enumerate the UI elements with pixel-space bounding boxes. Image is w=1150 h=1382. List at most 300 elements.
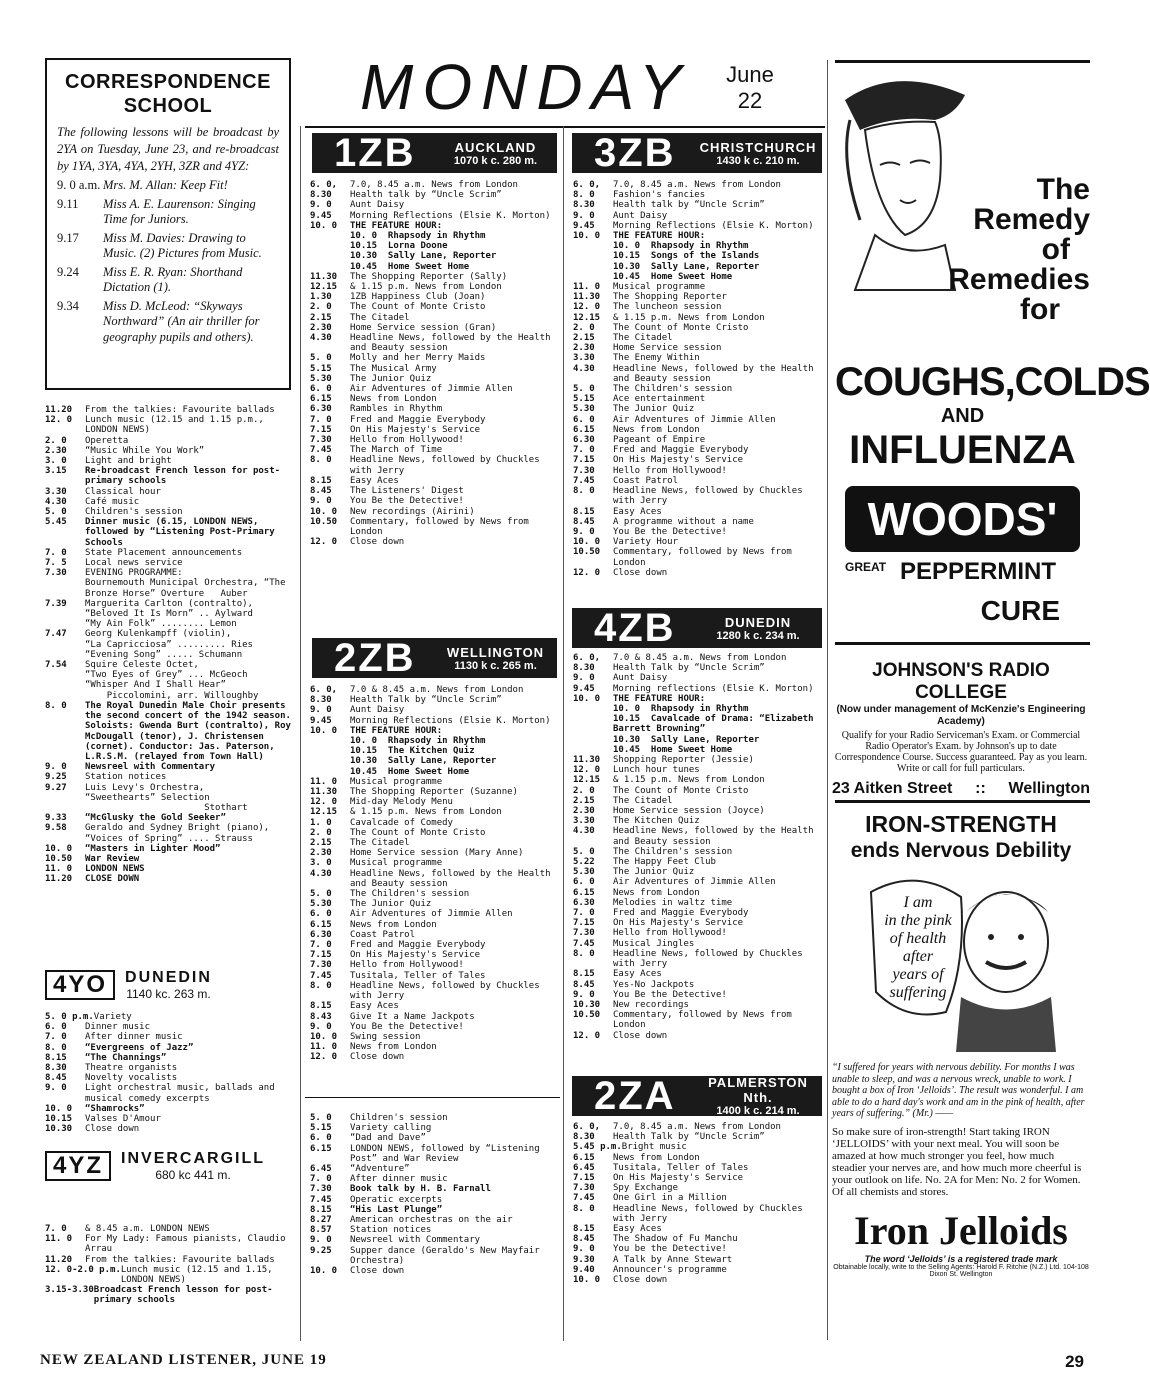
entry-description: Hello from Hollywood!: [613, 928, 727, 939]
entry-description: The Shadow of Fu Manchu: [613, 1234, 738, 1245]
schedule-entry: [310, 940, 558, 950]
entry-description: Operatic excerpts: [350, 1194, 443, 1205]
entry-description: Headline News, followed by Chuckles with Jerry: [350, 455, 546, 476]
entry-time: 7.30: [45, 568, 67, 579]
johnsons-radio-college-ad: [832, 660, 1090, 798]
entry-description: Morning Reflections (Elsie K. Morton): [613, 220, 814, 231]
schedule-entry: [573, 1000, 823, 1010]
schedule-entry: [573, 1163, 823, 1173]
iron-jelloids-ad: [832, 810, 1090, 1278]
entry-description: The Junior Quiz: [350, 899, 432, 910]
station-2za-schedule: [573, 1122, 823, 1285]
entry-time: 10. 0: [310, 220, 338, 231]
entry-time: 6. 0: [310, 909, 332, 920]
entry-time: 11.30: [310, 271, 338, 282]
entry-description: Health Talk by “Uncle Scrim”: [350, 695, 502, 706]
entry-time: 10. 0: [45, 843, 73, 854]
schedule-entry: [310, 313, 558, 323]
entry-time: 9. 0: [310, 1021, 332, 1032]
iron-jelloids-body: So make sure of iron-strength! Start taking IRON ‘JELLOIDS’ with your next meal. You will soon be amazed at how much stronger you feel, how much steadier your nerves are, and how much more cheerful is your outlook on life. No. 2A for Men: No. 2 for Women. Of all chemists and stores.: [832, 1125, 1082, 1198]
entry-time: 10. 0: [573, 1275, 601, 1286]
entry-description: 7.0 & 8.45 a.m. News from London: [613, 653, 787, 663]
cs-lesson-title: Mrs. M. Allan: Keep Fit!: [103, 178, 228, 192]
schedule-entry: [310, 1164, 558, 1174]
entry-description: “Dad and Dave”: [350, 1133, 426, 1144]
entry-description: Cavalcade of Comedy: [350, 817, 453, 828]
entry-time: 4.30: [573, 826, 595, 837]
entry-time: 10.50: [573, 547, 601, 558]
schedule-entry: [573, 806, 823, 816]
entry-time: 10. 0: [45, 1103, 73, 1114]
entry-time: 11. 0: [45, 1234, 73, 1245]
entry-time: 10.30: [573, 999, 601, 1010]
schedule-entry: [573, 857, 823, 867]
entry-description: Fred and Maggie Everybody: [613, 445, 749, 456]
schedule-entry: [573, 435, 823, 445]
entry-time: 9. 0: [310, 1235, 332, 1246]
schedule-entry: [573, 1142, 823, 1152]
entry-time: 3.30: [45, 486, 67, 497]
schedule-entry: [310, 797, 558, 807]
station-2za-city: PALMERSTON Nth.: [708, 1075, 808, 1105]
schedule-entry: [310, 211, 558, 221]
schedule-entry: [45, 1012, 295, 1022]
entry-description: Lunch music (12.15 and 1.15 p.m., LONDON NEWS): [85, 415, 270, 436]
schedule-entry: [573, 1193, 823, 1203]
entry-description: Health talk by “Uncle Scrim”: [613, 200, 765, 211]
entry-time: 8.43: [310, 1011, 332, 1022]
entry-description: Squire Celeste Octet, “Two Eyes of Grey” ... McGeoch “Whisper And I Shall Hear” Piccolomini, arr. Willoughby: [85, 660, 259, 701]
schedule-entry: [573, 1244, 823, 1254]
schedule-entry: [573, 517, 823, 527]
entry-description: “The Channings”: [85, 1052, 167, 1063]
entry-description: Newsreel with Commentary: [350, 1235, 481, 1246]
entry-time: 6.15: [310, 1143, 332, 1154]
schedule-entry: [45, 813, 295, 823]
schedule-entry: [573, 898, 823, 908]
entry-description: On His Majesty's Service: [613, 1173, 744, 1184]
entry-description: Broadcast French lesson for post-primary schools: [93, 1285, 273, 1306]
entry-description: Café music: [85, 496, 140, 507]
entry-time: 5. 0: [45, 507, 67, 518]
entry-time: 10. 0: [573, 693, 601, 704]
schedule-entry: [573, 775, 823, 785]
entry-time: 10.50: [45, 853, 73, 864]
entry-description: Headline News, followed by Chuckles with Jerry: [613, 1203, 809, 1224]
entry-time: 2.30: [573, 343, 595, 354]
schedule-entry: [573, 302, 823, 312]
schedule-entry: [45, 1114, 295, 1124]
entry-time: 5. 0 p.m.: [45, 1012, 94, 1022]
entry-time: 6.15: [573, 1152, 595, 1163]
entry-time: 9.27: [45, 782, 67, 793]
schedule-entry: [573, 928, 823, 938]
remedy-line-2: Remedy: [973, 203, 1090, 236]
schedule-entry: [310, 1195, 558, 1205]
influenza-headline: INFLUENZA: [849, 428, 1076, 472]
entry-time: 12. 0: [573, 302, 601, 313]
entry-description: Hello from Hollywood!: [613, 465, 727, 476]
entry-description: Headline News, followed by the Health and Beauty session: [613, 363, 819, 384]
schedule-entry: [573, 221, 823, 231]
station-4yo-city: DUNEDIN: [125, 969, 212, 986]
entry-time: 12. 0-2.0 p.m.: [45, 1264, 121, 1275]
entry-description: One Girl in a Million: [613, 1193, 727, 1204]
entry-description: Fred and Maggie Everybody: [350, 414, 486, 425]
entry-time: 6.30: [310, 404, 332, 415]
entry-time: 2.15: [310, 312, 332, 323]
entry-description: Headline News, followed by the Health and Beauty session: [350, 868, 556, 889]
schedule-entry: [573, 786, 823, 796]
schedule-entry: [573, 547, 823, 567]
entry-description: The Musical Army: [350, 363, 437, 374]
schedule-entry: [310, 282, 558, 292]
entry-time: 7. 0: [310, 414, 332, 425]
schedule-entry: [310, 1266, 558, 1276]
cure-word: CURE: [980, 595, 1060, 626]
schedule-entry: [45, 701, 295, 762]
entry-description: Dinner music: [85, 1022, 151, 1033]
page-number: 29: [1065, 1352, 1084, 1371]
entry-time: 2.30: [573, 806, 595, 817]
entry-time: 9. 0: [45, 1083, 67, 1094]
entry-description: Local news service: [85, 558, 183, 569]
entry-time: 9. 0: [573, 1244, 595, 1255]
schedule-entry: [573, 211, 823, 221]
entry-description: & 1.15 p.m. News from London: [613, 775, 765, 786]
entry-description: Operetta: [85, 435, 129, 446]
entry-description: Easy Aces: [350, 475, 399, 486]
entry-time: 9. 0: [573, 210, 595, 221]
entry-time: 9.40: [573, 1264, 595, 1275]
schedule-entry: [310, 1144, 558, 1164]
schedule-entry: [310, 180, 558, 190]
entry-description: 1ZB Happiness Club (Joan): [350, 292, 486, 303]
schedule-entry: [573, 466, 823, 476]
entry-time: 9.58: [45, 823, 67, 834]
schedule-entry: [45, 568, 295, 599]
schedule-entry: [573, 1183, 823, 1193]
station-3zb-banner: [572, 130, 822, 175]
entry-time: 7.30: [310, 960, 332, 971]
schedule-entry: [573, 796, 823, 806]
schedule-entry: [45, 629, 295, 660]
entry-description: Air Adventures of Jimmie Allen: [613, 877, 776, 888]
schedule-entry: [310, 971, 558, 981]
entry-description: 7.0 & 8.45 a.m. News from London: [350, 685, 524, 695]
entry-description: Aunt Daisy: [350, 200, 405, 211]
entry-description: Rambles in Rhythm: [350, 404, 443, 415]
header-rule: [305, 126, 825, 128]
entry-description: The Royal Dunedin Male Choir presents the second concert of the 1942 season. Soloists: Gwenda Burt (contralto), Roy McDougall (tenor), J. Christensen (cornet). Conductor: Jas. Paterson, L.R.S.M. (relayed from Town Hall): [85, 700, 297, 762]
entry-time: 6.45: [310, 1164, 332, 1175]
entry-time: 7. 0: [310, 1174, 332, 1185]
entry-time: 9. 0: [573, 673, 595, 684]
entry-time: 6. 0,: [573, 1122, 601, 1132]
entry-time: 9.45: [573, 220, 595, 231]
entry-time: 7.45: [310, 970, 332, 981]
schedule-entry: [310, 496, 558, 506]
station-4ya-column: [45, 405, 295, 885]
entry-description: Valses D'Amour: [85, 1114, 161, 1125]
schedule-entry: [573, 1234, 823, 1244]
schedule-entry: [573, 673, 823, 683]
entry-time: 10. 0: [573, 231, 601, 242]
schedule-entry: [310, 777, 558, 787]
entry-time: 5. 0: [310, 889, 332, 900]
schedule-entry: [45, 844, 295, 854]
entry-time: 5.45 p.m.: [573, 1142, 622, 1153]
station-2za-banner: [572, 1073, 822, 1118]
entry-description: From the talkies: Favourite ballads: [85, 1254, 275, 1265]
entry-description: Coast Patrol: [613, 475, 679, 486]
schedule-entry: [45, 1104, 295, 1114]
entry-time: 7.30: [573, 1183, 595, 1194]
entry-time: 9. 0: [573, 526, 595, 537]
cs-intro: The following lessons will be broadcast by 2YA on Tuesday, June 23, and re-broadcast by 1YA, 3YA, 4YA, 2YH, 3ZR and 4YZ:: [57, 125, 279, 173]
entry-time: 6. 0: [310, 1133, 332, 1144]
entry-time: 11.20: [45, 874, 73, 885]
entry-description: Variety Hour: [613, 537, 679, 548]
entry-description: Easy Aces: [613, 506, 662, 517]
entry-time: 7.45: [310, 445, 332, 456]
entry-time: 8. 0: [573, 948, 595, 959]
schedule-entry: [45, 558, 295, 568]
entry-description: Theatre organists: [85, 1063, 178, 1074]
entry-description: News from London: [613, 1152, 700, 1163]
entry-description: 7.0, 8.45 a.m. News from London: [613, 180, 781, 190]
entry-description: Luis Levy's Orchestra, “Sweethearts” Selection Stothart: [85, 782, 248, 813]
schedule-entry: [573, 200, 823, 210]
entry-description: A programme without a name: [613, 516, 754, 527]
schedule-entry: [573, 918, 823, 928]
entry-time: 8.45: [573, 979, 595, 990]
entry-description: Georg Kulenkampff (violin), “La Capricciosa” ......... Ries “Evening Song” ..... Schumann: [85, 629, 253, 660]
schedule-entry: [573, 282, 823, 292]
schedule-entry: [310, 848, 558, 858]
entry-time: 7.47: [45, 629, 67, 640]
entry-description: Variety calling: [350, 1123, 432, 1134]
entry-description: The Count of Monte Cristo: [350, 827, 486, 838]
entry-time: 9.45: [310, 210, 332, 221]
schedule-entry: [45, 864, 295, 874]
schedule-entry: [573, 353, 823, 363]
entry-time: 12. 0: [573, 765, 601, 776]
entry-time: 11. 0: [310, 1042, 338, 1053]
entry-time: 8.57: [310, 1225, 332, 1236]
entry-time: 1. 0: [310, 817, 332, 828]
entry-time: 7.15: [310, 424, 332, 435]
schedule-entry: [45, 1053, 295, 1063]
entry-time: 7.30: [573, 928, 595, 939]
schedule-entry: [573, 694, 823, 755]
schedule-entry: [573, 1224, 823, 1234]
schedule-entry: [573, 313, 823, 323]
entry-time: 8.30: [310, 190, 332, 201]
entry-time: 12. 0: [45, 415, 73, 426]
entry-description: The Citadel: [350, 312, 410, 323]
peppermint-word: PEPPERMINT: [900, 558, 1057, 585]
entry-description: State Placement announcements: [85, 547, 243, 558]
schedule-entry: [310, 476, 558, 486]
johnson-subtitle: (Now under management of McKenzie's Engineering Academy): [836, 704, 1086, 727]
entry-description: The Shopping Reporter (Sally): [350, 271, 508, 282]
schedule-entry: [310, 858, 558, 868]
entry-time: 5.30: [573, 404, 595, 415]
schedule-entry: [310, 425, 558, 435]
schedule-entry: [45, 1073, 295, 1083]
entry-description: Easy Aces: [613, 1224, 662, 1235]
entry-time: 8.45: [45, 1073, 67, 1084]
date-block: [720, 62, 780, 114]
schedule-entry: [573, 826, 823, 846]
testimonial-quote: “I suffered for years with nervous debility. For months I was unable to sleep, and was a nervous wreck, unable to work. I bought a box of Iron ‘Jelloids’. The result was wonderful. I am able to do a hard day's work and am in the pink of health, after years of suffering.” (Mr.) ——: [832, 1062, 1085, 1119]
entry-time: 10.15: [45, 1114, 73, 1125]
schedule-entry: [310, 909, 558, 919]
entry-time: 12.15: [310, 807, 338, 818]
cs-lesson-time: 9.11: [57, 196, 79, 211]
schedule-entry: [310, 807, 558, 817]
schedule-entry: [45, 1255, 295, 1265]
entry-time: 8.45: [310, 486, 332, 497]
entry-time: 7.15: [573, 455, 595, 466]
entry-description: “His Last Plunge”: [350, 1204, 443, 1215]
schedule-entry: [310, 950, 558, 960]
station-1zb-schedule: [310, 180, 558, 547]
schedule-entry: [45, 660, 295, 701]
entry-description: The Count of Monte Cristo: [613, 322, 749, 333]
entry-time: 11. 0: [45, 864, 73, 875]
entry-time: 12. 0: [573, 567, 601, 578]
entry-description: Lunch music (12.15 and 1.15, LONDON NEWS): [120, 1264, 278, 1286]
entry-time: 7.45: [310, 1194, 332, 1205]
entry-description: After dinner music: [85, 1032, 183, 1043]
entry-description: Air Adventures of Jimmie Allen: [350, 909, 513, 920]
schedule-entry: [573, 1010, 823, 1030]
schedule-entry: [573, 231, 823, 282]
entry-description: The Count of Monte Cristo: [350, 302, 486, 313]
entry-description: The Children's session: [613, 384, 733, 395]
entry-description: New recordings: [613, 999, 689, 1010]
schedule-entry: [310, 818, 558, 828]
entry-time: 8. 0: [45, 700, 67, 711]
entry-description: LONDON NEWS: [85, 864, 145, 875]
cs-lesson-title: Miss M. Davies: Drawing to Music. (2) Pictures from Music.: [103, 230, 262, 260]
station-2zb-city: WELLINGTON: [446, 644, 545, 660]
schedule-entry: [310, 960, 558, 970]
column-rule-2: [563, 126, 564, 1341]
schedule-entry: [310, 364, 558, 374]
entry-description: Coast Patrol: [350, 929, 416, 940]
entry-time: 4.30: [573, 363, 595, 374]
entry-time: 8.15: [310, 475, 332, 486]
entry-time: 7.15: [310, 950, 332, 961]
schedule-entry: [45, 456, 295, 466]
entry-description: Book talk by H. B. Farnall: [350, 1184, 491, 1195]
entry-description: Marguerita Carlton (contralto), “Beloved It Is Morn” .. Aylward “My Ain Folk” ........ Lemon: [85, 598, 253, 630]
schedule-entry: [573, 867, 823, 877]
entry-time: 10. 0: [310, 1266, 338, 1277]
entry-time: 11.30: [573, 755, 601, 766]
entry-description: The March of Time: [350, 445, 443, 456]
station-4yz-freq: 680 kc 441 m.: [155, 1168, 231, 1182]
entry-time: 9.25: [310, 1245, 332, 1256]
schedule-entry: [573, 939, 823, 949]
cs-lesson: [57, 231, 279, 262]
entry-description: News from London: [350, 394, 437, 405]
schedule-entry: [573, 1153, 823, 1163]
station-1zb-freq: 1070 k c. 280 m.: [453, 154, 538, 167]
johnson-address-street: 23 Aitken Street: [832, 780, 953, 797]
entry-description: Home Service session: [613, 343, 722, 354]
entry-description: Musical Jingles: [613, 938, 695, 949]
entry-description: Health Talk by “Uncle Scrim”: [613, 1132, 765, 1143]
schedule-entry: [310, 899, 558, 909]
entry-time: 5. 0: [310, 353, 332, 364]
station-2zb-schedule: [310, 685, 558, 1063]
entry-time: 5. 0: [573, 846, 595, 857]
cs-lesson-time: 9. 0 a.m.: [57, 178, 101, 192]
entry-description: Close down: [350, 537, 405, 548]
cs-lesson: [57, 197, 279, 228]
station-4zb-banner: [572, 605, 822, 650]
schedule-entry: [45, 405, 295, 415]
johnson-address-separator: ::: [975, 780, 986, 797]
entry-description: You be the Detective!: [613, 1244, 727, 1255]
entry-time: 8.27: [310, 1215, 332, 1226]
date-day: 22: [737, 88, 763, 113]
schedule-entry: [310, 486, 558, 496]
remedy-line-5: for: [1020, 293, 1060, 326]
entry-description: Bright music: [621, 1142, 687, 1153]
schedule-entry: [310, 889, 558, 899]
man-illustration: [866, 872, 1056, 1052]
entry-description: & 1.15 p.m. News from London: [350, 807, 502, 818]
schedule-entry: [573, 384, 823, 394]
entry-time: 3. 0: [45, 456, 67, 467]
entry-time: 9. 0: [310, 705, 332, 716]
schedule-entry: [310, 404, 558, 414]
entry-description: A Talk by Anne Stewart: [613, 1254, 733, 1265]
ad-separator-1: [835, 642, 1090, 645]
schedule-entry: [310, 302, 558, 312]
schedule-entry: [573, 394, 823, 404]
schedule-entry: [310, 455, 558, 475]
remedy-line-1: The: [1036, 173, 1090, 206]
entry-time: 4.30: [45, 496, 67, 507]
schedule-entry: [573, 364, 823, 384]
entry-description: Dinner music (6.15, LONDON NEWS, followed by “Listening Post-Primary Schools: [85, 517, 281, 548]
schedule-entry: [45, 517, 295, 548]
schedule-entry: [310, 323, 558, 333]
entry-time: 5. 0: [573, 384, 595, 395]
entry-description: News from London: [350, 919, 437, 930]
schedule-entry: [310, 1052, 558, 1062]
schedule-entry: [310, 1205, 558, 1215]
schedule-entry: [573, 949, 823, 969]
entry-time: 2.15: [573, 333, 595, 344]
schedule-entry: [573, 486, 823, 506]
cs-lesson-title: Miss D. McLeod: “Skyways Northward” (An air thriller for geography pupils and others).: [103, 298, 260, 344]
schedule-entry: [573, 663, 823, 673]
entry-time: 8.30: [573, 200, 595, 211]
entry-time: 5.15: [310, 1123, 332, 1134]
station-4yo-schedule: [45, 1012, 295, 1134]
entry-time: 8.15: [573, 969, 595, 980]
entry-description: Musical programme: [350, 858, 443, 869]
schedule-entry: [310, 1001, 558, 1011]
entry-time: 1.30: [310, 292, 332, 303]
